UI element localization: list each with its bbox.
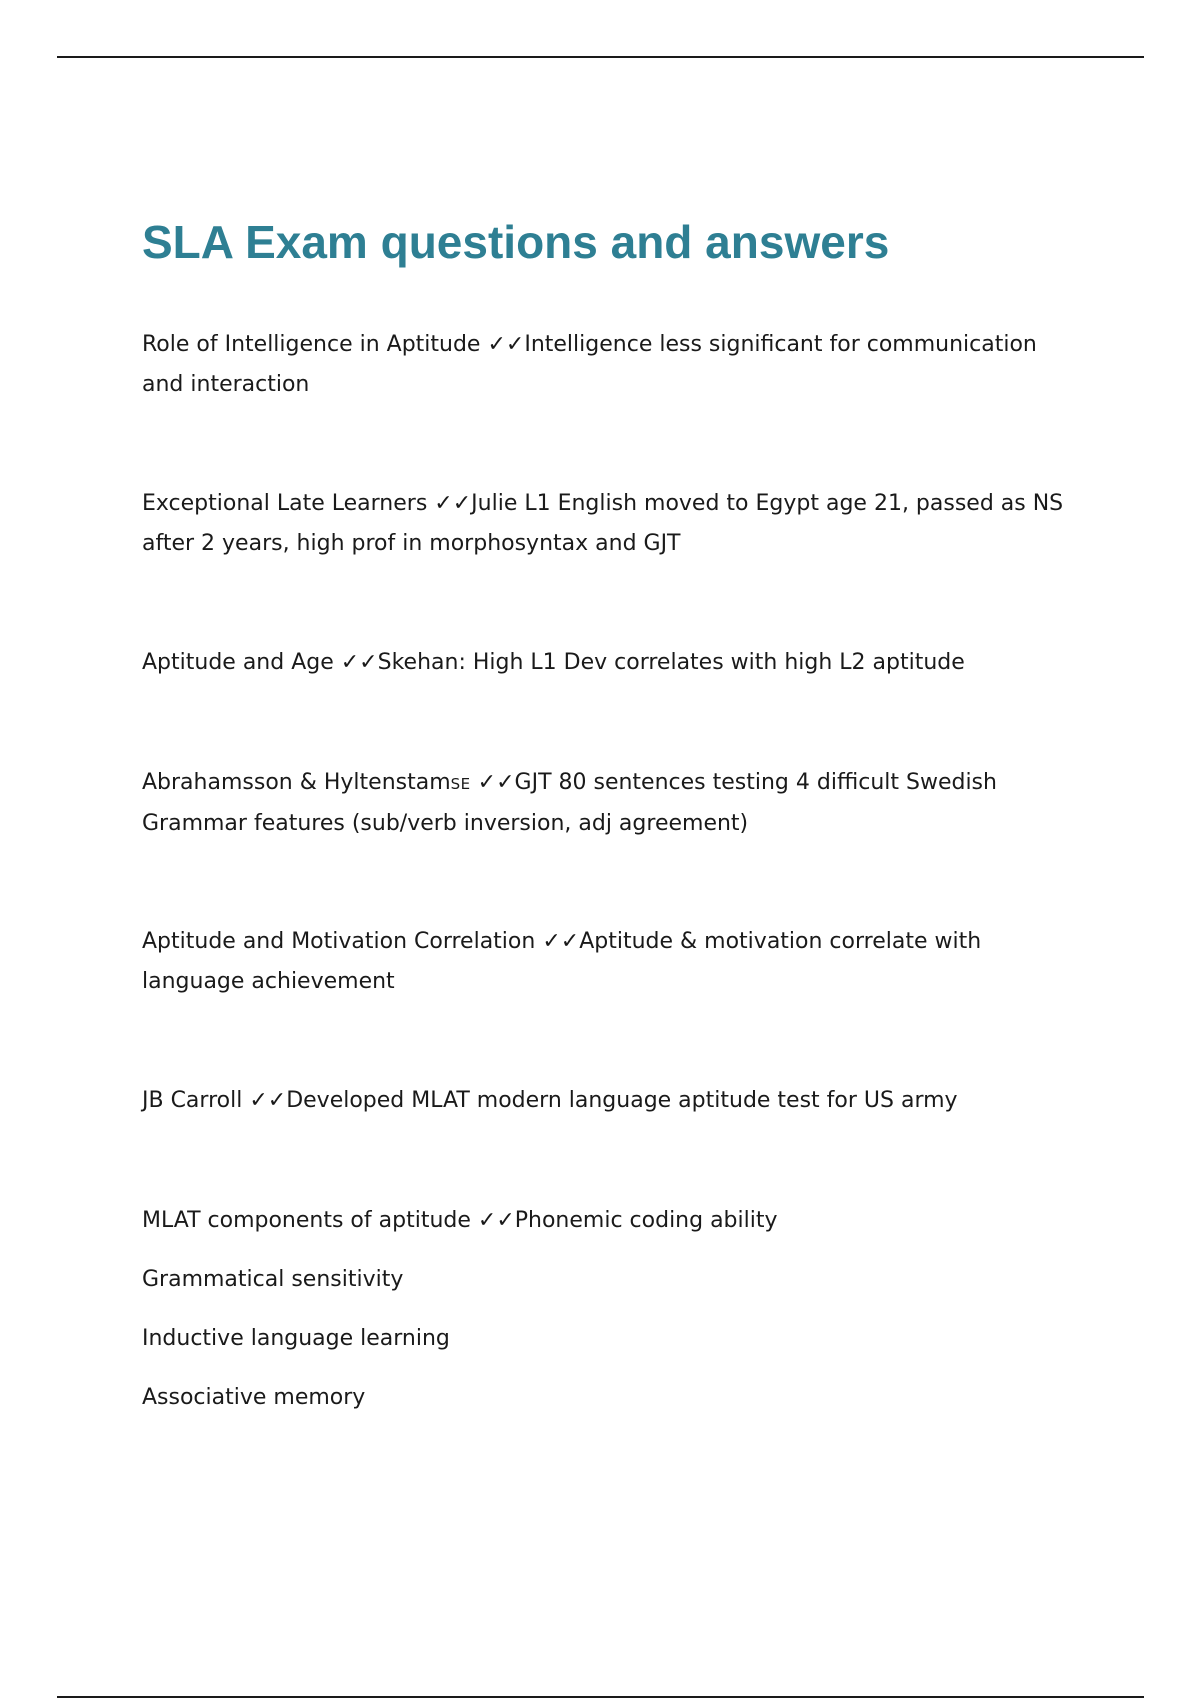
check-icon: ✓✓ xyxy=(477,1208,515,1233)
bottom-rule xyxy=(57,1696,1144,1698)
document-title: SLA Exam questions and answers xyxy=(142,216,890,268)
check-icon: ✓✓ xyxy=(477,770,515,795)
question-text: Exceptional Late Learners xyxy=(142,491,428,516)
answer-text: Intelligence less significant for communication and interaction xyxy=(142,332,1037,397)
answer-text: Julie L1 English moved to Egypt age 21, passed as NS after 2 years, high prof in morphosyntax and GJT xyxy=(142,491,1064,556)
question-text: JB Carroll xyxy=(142,1088,243,1113)
answer-text: Developed MLAT modern language aptitude test for US army xyxy=(286,1088,958,1113)
answer-text: Skehan: High L1 Dev correlates with high L2 aptitude xyxy=(377,650,965,675)
check-icon: ✓✓ xyxy=(542,929,580,954)
question-text: Abrahamsson & Hyltenstam xyxy=(142,770,451,795)
qa-item xyxy=(142,1201,1082,1241)
answer-line: Grammatical sensitivity xyxy=(142,1267,404,1292)
qa-item xyxy=(142,643,1082,683)
question-text: Role of Intelligence in Aptitude xyxy=(142,332,481,357)
top-rule xyxy=(57,56,1144,58)
answer-text: Phonemic coding ability xyxy=(514,1208,778,1233)
qa-item xyxy=(142,325,1082,405)
qa-item xyxy=(142,484,1082,564)
check-icon: ✓✓ xyxy=(340,650,378,675)
question-suffix: SE xyxy=(450,775,471,793)
answer-line: Inductive language learning xyxy=(142,1326,450,1351)
answer-text: Aptitude & motivation correlate with language achievement xyxy=(142,929,982,994)
answer-line: Associative memory xyxy=(142,1385,366,1410)
check-icon: ✓✓ xyxy=(487,332,525,357)
question-text: Aptitude and Age xyxy=(142,650,334,675)
qa-item xyxy=(142,922,1082,1002)
answer-text: GJT 80 sentences testing 4 difficult Swedish Grammar features (sub/verb inversion, adj agreement) xyxy=(142,770,997,836)
question-text: MLAT components of aptitude xyxy=(142,1208,471,1233)
qa-item xyxy=(142,1081,1082,1121)
qa-item xyxy=(142,763,1082,844)
check-icon: ✓✓ xyxy=(249,1088,287,1113)
question-text: Aptitude and Motivation Correlation xyxy=(142,929,536,954)
check-icon: ✓✓ xyxy=(434,491,472,516)
